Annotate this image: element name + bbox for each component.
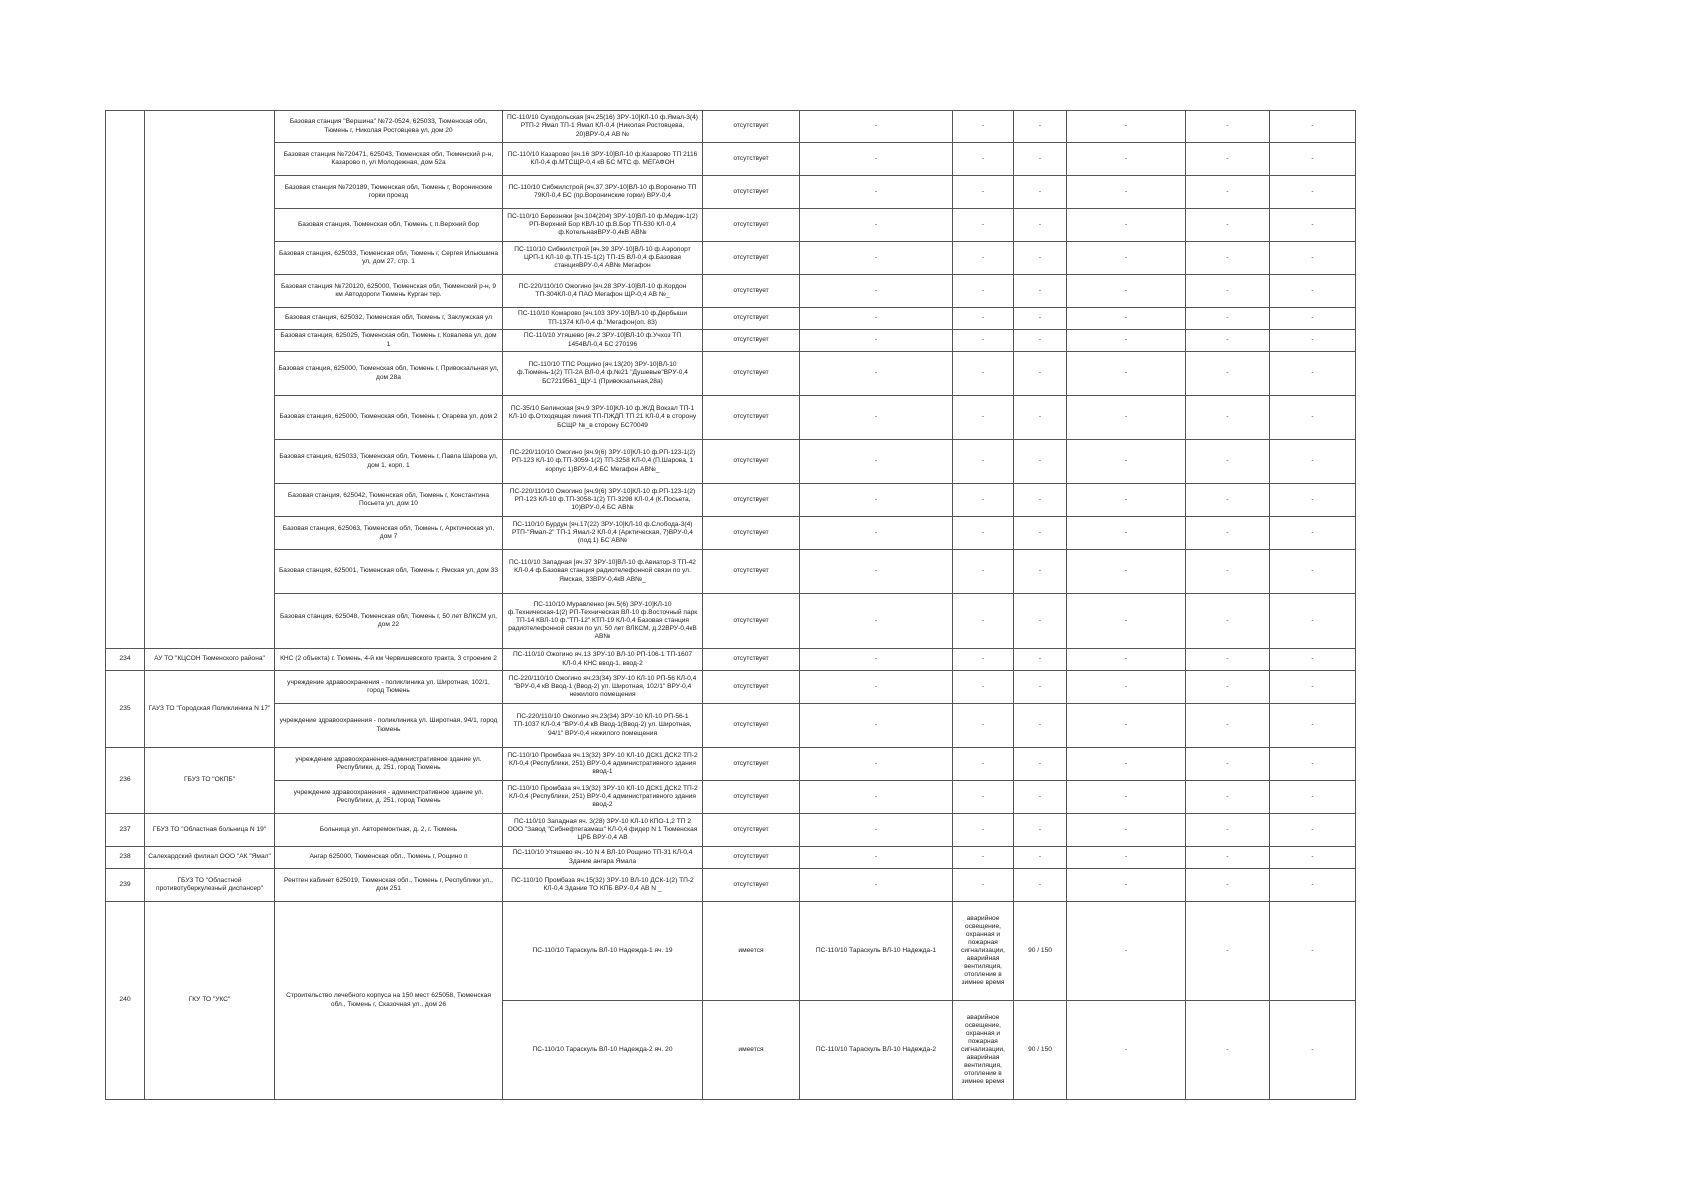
row-number-cell: 236 (106, 748, 145, 814)
value-cell: - (1014, 869, 1067, 902)
table-row (106, 814, 1356, 847)
emergency-load-cell: аварийное освещение, охранная и пожарная сигнализации, аварийная вентиляция, отопление в зимнее время (953, 1001, 1014, 1100)
capacity-cell: 90 / 150 (1014, 902, 1067, 1001)
status-cell: отсутствует (703, 781, 800, 814)
value-cell: - (1270, 242, 1356, 275)
value-cell: - (800, 649, 953, 671)
value-cell: - (1186, 748, 1270, 781)
value-cell: - (1186, 484, 1270, 517)
object-cell: Больница ул. Авторемонтная, д. 2, г. Тюмень (275, 814, 503, 847)
value-cell: - (1186, 330, 1270, 352)
power-center-cell: ПС-110/10 Западная яч. 3(28) ЗРУ-10 КЛ-10 КПО-1,2 ТП 2 ООО "Завод "Сибнефтегазмаш" КЛ-0,4 фидер N 1 Тюменская ЦРБ ВРУ-0,4 АВ (503, 814, 703, 847)
object-cell: Базовая станция, 625000, Тюменская обл, Тюмень г, Огарева ул, дом 2 (275, 396, 503, 440)
power-center-cell: ПС-110/10 Сибжилстрой [яч.39 ЗРУ-10]ВЛ-10 ф.Аэропорт ЦРП-1 КЛ-10 ф.ТП-15-1(2) ТП-15 ВЛ-0,4 ф.Базовая станцияВРУ-0,4 АВ№ Мегафон (503, 242, 703, 275)
value-cell: - (1186, 847, 1270, 869)
table-row (106, 143, 1356, 176)
status-cell: отсутствует (703, 440, 800, 484)
organization-cell: ГБУЗ ТО "Областная больница N 19" (145, 814, 275, 847)
table-row (106, 440, 1356, 484)
power-center-cell: ПС-220/110/10 Ожогино яч.23(34) ЗРУ-10 КЛ-10 РП-56-1 ТП-1037 КЛ-0,4 "ВРУ-0,4 кВ Ввод-1(Ввод-2) ул. Широтная, 94/1" ВРУ-0,4 нежилого помещения (503, 704, 703, 748)
status-cell: отсутствует (703, 671, 800, 704)
value-cell: - (1067, 275, 1186, 308)
table-row (106, 649, 1356, 671)
value-cell: - (800, 517, 953, 550)
status-cell: отсутствует (703, 242, 800, 275)
value-cell: - (953, 275, 1014, 308)
status-cell: имеется (703, 902, 800, 1001)
status-cell: имеется (703, 1001, 800, 1100)
row-number-cell (106, 111, 145, 649)
row-number-cell: 238 (106, 847, 145, 869)
value-cell: - (1186, 111, 1270, 143)
power-center-cell: ПС-110/10 Тараскуль ВЛ-10 Надежда-2 яч. 20 (503, 1001, 703, 1100)
value-cell: - (1270, 671, 1356, 704)
status-cell: отсутствует (703, 704, 800, 748)
value-cell: - (1067, 517, 1186, 550)
status-cell: отсутствует (703, 352, 800, 396)
object-cell: Ангар 625000, Тюменская обл., Тюмень г, Рощино п (275, 847, 503, 869)
value-cell: - (800, 275, 953, 308)
value-cell: - (1186, 143, 1270, 176)
row-number-cell: 234 (106, 649, 145, 671)
value-cell: - (1186, 440, 1270, 484)
value-cell: - (800, 781, 953, 814)
value-cell: - (1270, 143, 1356, 176)
value-cell: - (1270, 550, 1356, 594)
feed-line-cell: ПС-110/10 Тараскуль ВЛ-10 Надежда-1 (800, 902, 953, 1001)
value-cell: - (800, 330, 953, 352)
table-row (106, 869, 1356, 902)
table-row (106, 176, 1356, 209)
value-cell: - (800, 550, 953, 594)
table-row (106, 484, 1356, 517)
organization-cell: Салехардский филиал ООО "АК "Ямал" (145, 847, 275, 869)
value-cell: - (953, 308, 1014, 330)
power-center-cell: ПС-110/10 Промбаза яч.15(32) ЗРУ-10 ВЛ-10 ДСК-1(2) ТП-2 КЛ-0,4 Здание ТО КПБ ВРУ-0,4 АВ N _ (503, 869, 703, 902)
value-cell: - (1186, 781, 1270, 814)
value-cell: - (1186, 176, 1270, 209)
value-cell: - (1270, 781, 1356, 814)
power-center-cell: ПС-110/10 Суходольская [яч.25(16) ЗРУ-10]КЛ-10 ф.Ямал-3(4) РТП-2 Ямал ТП-1 Ямал КЛ-0,4 (Николая Ростовцева, 20)ВРУ-0,4 АВ № (503, 111, 703, 143)
power-center-cell: ПС-110/10 Бурдун [яч.17(22) ЗРУ-10]КЛ-10 ф.Слобода-3(4) РТП-"Ямал-2" ТП-1 Ямал-2 КЛ-0,4 (Арктическая, 7)ВРУ-0,4 (под.1) БС АВ№ (503, 517, 703, 550)
power-center-cell: ПС-220/110/10 Ожогино яч.23(34) ЗРУ-10 КЛ-10 РП-56 КЛ-0,4 "ВРУ-0,4 кВ Ввод-1 (Ввод-2) ул. Широтная, 102/1" ВРУ-0,4 нежилого помещения (503, 671, 703, 704)
value-cell: - (953, 748, 1014, 781)
status-cell: отсутствует (703, 143, 800, 176)
value-cell: - (1014, 440, 1067, 484)
power-center-cell: ПС-220/110/10 Ожогино [яч.28 ЗРУ-10]ВЛ-10 ф.Кордон ТП-304КЛ-0,4 ПАО Мегафон ЩР-0,4 АВ №_ (503, 275, 703, 308)
power-center-cell: ПС-220/110/10 Ожогино [яч.9(6) ЗРУ-10]КЛ-10 ф.РП-123-1(2) РП-123 КЛ-10 ф.ТП-3058-1(2) ТП-3298 КЛ-0,4 (К.Посьета, 10)ВРУ-0,4 БС АВ№ (503, 484, 703, 517)
table-row (106, 242, 1356, 275)
value-cell: - (1270, 748, 1356, 781)
value-cell: - (800, 111, 953, 143)
value-cell: - (1014, 242, 1067, 275)
value-cell: - (1014, 847, 1067, 869)
value-cell: - (953, 352, 1014, 396)
object-cell: учреждение здравоохранения - поликлиника ул. Широтная, 94/1, город Тюмень (275, 704, 503, 748)
registry-table (105, 110, 1356, 1100)
organization-cell: ГБУЗ ТО "Областной противотуберкулезный диспансер" (145, 869, 275, 902)
value-cell: - (1186, 649, 1270, 671)
table-row (106, 902, 1356, 1001)
table-row (106, 308, 1356, 330)
value-cell: - (1014, 550, 1067, 594)
value-cell: - (1014, 330, 1067, 352)
value-cell: - (1270, 176, 1356, 209)
status-cell: отсутствует (703, 550, 800, 594)
power-center-cell: ПС-110/10 Казарово [яч.16 ЗРУ-10]ВЛ-10 ф.Казарово ТП 2116 КЛ-0,4 ф.МТСЩР-0,4 кВ БС МТС ф. МЕГАФОН (503, 143, 703, 176)
value-cell: - (1067, 704, 1186, 748)
value-cell: - (1270, 352, 1356, 396)
value-cell: - (1067, 550, 1186, 594)
value-cell: - (1270, 814, 1356, 847)
object-cell: Базовая станция, 625000, Тюменская обл, Тюмень г, Привокзальная ул, дом 28а (275, 352, 503, 396)
value-cell: - (1270, 902, 1356, 1001)
table-row (106, 671, 1356, 704)
value-cell: - (1014, 352, 1067, 396)
value-cell: - (1014, 517, 1067, 550)
value-cell: - (953, 330, 1014, 352)
object-cell: Базовая станция №720120, 625000, Тюменская обл, Тюменский р-н, 9 км Автодороги Тюмень Курган тер. (275, 275, 503, 308)
value-cell: - (1014, 176, 1067, 209)
value-cell: - (953, 440, 1014, 484)
status-cell: отсутствует (703, 111, 800, 143)
value-cell: - (1186, 902, 1270, 1001)
value-cell: - (1067, 176, 1186, 209)
object-cell: Базовая станция, 625033, Тюменская обл, Тюмень г, Сергея Ильюшина ул, дом 27, стр. 1 (275, 242, 503, 275)
object-cell: учреждение здравоохранения-административное здание ул. Республики, д. 251, город Тюмень (275, 748, 503, 781)
object-cell: Базовая станция, 625063, Тюменская обл, Тюмень г, Арктическая ул, дом 7 (275, 517, 503, 550)
value-cell: - (953, 550, 1014, 594)
value-cell: - (1067, 440, 1186, 484)
value-cell: - (1014, 143, 1067, 176)
value-cell: - (953, 209, 1014, 242)
value-cell: - (953, 517, 1014, 550)
power-center-cell: ПС-110/10 Тараскуль ВЛ-10 Надежда-1 яч. 19 (503, 902, 703, 1001)
feed-line-cell: ПС-110/10 Тараскуль ВЛ-10 Надежда-2 (800, 1001, 953, 1100)
object-cell: Базовая станция №720189, Тюменская обл, Тюмень г, Воронинские горки проезд (275, 176, 503, 209)
value-cell: - (1067, 748, 1186, 781)
value-cell: - (1270, 440, 1356, 484)
value-cell: - (953, 649, 1014, 671)
value-cell: - (1270, 704, 1356, 748)
object-cell: Базовая станция, 625032, Тюменская обл, Тюмень г, Заклужская ул (275, 308, 503, 330)
value-cell: - (953, 176, 1014, 209)
value-cell: - (953, 781, 1014, 814)
value-cell: - (1270, 308, 1356, 330)
value-cell: - (1014, 308, 1067, 330)
organization-cell: ГКУ ТО "УКС" (145, 902, 275, 1100)
value-cell: - (953, 847, 1014, 869)
value-cell: - (1067, 242, 1186, 275)
power-center-cell: ПС-110/10 Промбаза яч.13(32) ЗРУ-10 КЛ-10 ДСК1 ДСК2 ТП-2 КЛ-0,4 (Республики, 251) ВРУ-0,4 административного здания ввод-2 (503, 781, 703, 814)
value-cell: - (800, 594, 953, 649)
value-cell: - (1186, 396, 1270, 440)
status-cell: отсутствует (703, 209, 800, 242)
table-row (106, 781, 1356, 814)
value-cell: - (1270, 594, 1356, 649)
value-cell: - (1067, 396, 1186, 440)
value-cell: - (1067, 1001, 1186, 1100)
status-cell: отсутствует (703, 869, 800, 902)
value-cell: - (1014, 649, 1067, 671)
status-cell: отсутствует (703, 396, 800, 440)
value-cell: - (800, 143, 953, 176)
value-cell: - (800, 748, 953, 781)
organization-cell (145, 111, 275, 649)
value-cell: - (800, 671, 953, 704)
organization-cell: АУ ТО "КЦСОН Тюменского района" (145, 649, 275, 671)
value-cell: - (1186, 308, 1270, 330)
status-cell: отсутствует (703, 275, 800, 308)
value-cell: - (1270, 484, 1356, 517)
value-cell: - (1014, 781, 1067, 814)
value-cell: - (1186, 352, 1270, 396)
value-cell: - (1067, 781, 1186, 814)
object-cell: Базовая станция "Вершина" №72-0524, 625033, Тюменская обл, Тюмень г, Николая Ростовцева ул, дом 20 (275, 111, 503, 143)
value-cell: - (800, 814, 953, 847)
value-cell: - (1270, 847, 1356, 869)
value-cell: - (1186, 242, 1270, 275)
value-cell: - (1270, 1001, 1356, 1100)
value-cell: - (1067, 594, 1186, 649)
value-cell: - (1186, 594, 1270, 649)
value-cell: - (953, 814, 1014, 847)
power-center-cell: ПС-110/10 Ожогино яч.13 ЗРУ-10 ВЛ-10 РП-106-1 ТП-1607 КЛ-0,4 КНС ввод-1, ввод-2 (503, 649, 703, 671)
value-cell: - (800, 352, 953, 396)
value-cell: - (800, 704, 953, 748)
object-cell: Базовая станция №720471, 625043, Тюменская обл, Тюменский р-н, Казарово п, ул Молодежная, дом 52а (275, 143, 503, 176)
value-cell: - (1014, 671, 1067, 704)
capacity-cell: 90 / 150 (1014, 1001, 1067, 1100)
value-cell: - (1270, 209, 1356, 242)
value-cell: - (1067, 847, 1186, 869)
value-cell: - (953, 143, 1014, 176)
value-cell: - (1067, 111, 1186, 143)
value-cell: - (1014, 111, 1067, 143)
value-cell: - (1067, 308, 1186, 330)
value-cell: - (953, 484, 1014, 517)
object-cell: учреждение здравоохранения - поликлиника ул. Широтная, 102/1, город Тюмень (275, 671, 503, 704)
table-row (106, 352, 1356, 396)
value-cell: - (953, 869, 1014, 902)
power-center-cell: ПС-110/10 Сибжилстрой [яч.37 ЗРУ-10]ВЛ-10 ф.Воронино ТП 79КЛ-0,4 БС (пр.Воронинские горки) ВРУ-0,4 (503, 176, 703, 209)
power-center-cell: ПС-110/10 ТПС Рощино [яч.13(20) ЗРУ-10]ВЛ-10 ф.Тюмень-1(2) ТП-2А ВЛ-0,4 ф.№21 "Душевые"ВРУ-0,4 БС7219561_ЩУ-1 (Привокзальная,28а) (503, 352, 703, 396)
object-cell: Рентген кабинет 625019, Тюменская обл., Тюмень г, Республики ул., дом 251 (275, 869, 503, 902)
value-cell: - (1186, 869, 1270, 902)
value-cell: - (800, 242, 953, 275)
status-cell: отсутствует (703, 847, 800, 869)
value-cell: - (800, 440, 953, 484)
status-cell: отсутствует (703, 330, 800, 352)
value-cell: - (1067, 649, 1186, 671)
object-cell: Строительство лечебного корпуса на 150 мест 625058, Тюменская обл., Тюмень г, Сказочная ул., дом 26 (275, 902, 503, 1100)
object-cell: Базовая станция, 625048, Тюменская обл, Тюмень г, 50 лет ВЛКСМ ул, дом 22 (275, 594, 503, 649)
value-cell: - (800, 484, 953, 517)
value-cell: - (800, 209, 953, 242)
status-cell: отсутствует (703, 484, 800, 517)
row-number-cell: 239 (106, 869, 145, 902)
value-cell: - (1186, 550, 1270, 594)
power-center-cell: ПС-110/10 Западная [яч.37 ЗРУ-10]ВЛ-10 ф.Авиатор-3 ТП-42 КЛ-0,4 ф.Базовая станция радиотелефонной связи по ул. Ямская, 33ВРУ-0,4кВ АВ№_ (503, 550, 703, 594)
value-cell: - (1067, 209, 1186, 242)
value-cell: - (1270, 869, 1356, 902)
power-center-cell: ПС-110/10 Утяшево яч.-10 N 4 ВЛ-10 Рощино ТП-31 КЛ-0,4 Здание ангара Ямала (503, 847, 703, 869)
value-cell: - (1067, 869, 1186, 902)
power-center-cell: ПС-35/10 Белинская [яч.9 ЗРУ-10]КЛ-10 ф.Ж/Д Вокзал ТП-1 КЛ-10 ф.Отходящая линия ТП-ПЖДП ТП 21 КЛ-0,4 в сторону БСЩР №_в сторону БС70049 (503, 396, 703, 440)
value-cell: - (1014, 704, 1067, 748)
value-cell: - (800, 308, 953, 330)
value-cell: - (1186, 275, 1270, 308)
value-cell: - (1014, 484, 1067, 517)
table-row (106, 396, 1356, 440)
object-cell: КНС (2 объекта) г. Тюмень, 4-й км Червишевского тракта, 3 строение 2 (275, 649, 503, 671)
value-cell: - (1014, 275, 1067, 308)
value-cell: - (1270, 330, 1356, 352)
value-cell: - (1186, 704, 1270, 748)
table-row (106, 550, 1356, 594)
value-cell: - (1067, 671, 1186, 704)
status-cell: отсутствует (703, 748, 800, 781)
table-row (106, 594, 1356, 649)
row-number-cell: 240 (106, 902, 145, 1100)
table-row (106, 330, 1356, 352)
value-cell: - (1067, 484, 1186, 517)
value-cell: - (1067, 902, 1186, 1001)
status-cell: отсутствует (703, 308, 800, 330)
power-center-cell: ПС-110/10 Муравленко [яч.5(6) ЗРУ-10]КЛ-10 ф.Техническая-1(2) РП-Техническая ВЛ-10 ф.Восточный парк ТП-14 КВЛ-10 ф."ТП-12" КТП-19 КЛ-0,4 Базовая станция радиотелефонной связи по ул. 50 лет ВЛКСМ, д.22ВРУ-0,4кВ АВ№ (503, 594, 703, 649)
value-cell: - (1014, 748, 1067, 781)
value-cell: - (1270, 649, 1356, 671)
value-cell: - (1186, 671, 1270, 704)
value-cell: - (953, 704, 1014, 748)
power-center-cell: ПС-220/110/10 Ожогино [яч.9(6) ЗРУ-10]КЛ-10 ф.РП-123-1(2) РП-123 КЛ-10 ф.ТП-3059-1(2) ТП-3258 КЛ-0,4 (П.Шарова, 1 корпус 1)ВРУ-0,4 БС Мегафон АВ№_ (503, 440, 703, 484)
value-cell: - (953, 594, 1014, 649)
value-cell: - (1270, 396, 1356, 440)
table-row (106, 209, 1356, 242)
value-cell: - (800, 869, 953, 902)
power-center-cell: ПС-110/10 Утяшево [яч.2 ЗРУ-10]ВЛ-10 ф.Учхоз ТП 1454ВЛ-0,4 БС 270196 (503, 330, 703, 352)
status-cell: отсутствует (703, 649, 800, 671)
row-number-cell: 237 (106, 814, 145, 847)
table-row (106, 517, 1356, 550)
status-cell: отсутствует (703, 176, 800, 209)
value-cell: - (1186, 517, 1270, 550)
object-cell: Базовая станция, Тюменская обл, Тюмень г, п.Верхний бор (275, 209, 503, 242)
value-cell: - (1067, 814, 1186, 847)
organization-cell: ГБУЗ ТО "ОКПБ" (145, 748, 275, 814)
table-row (106, 847, 1356, 869)
object-cell: Базовая станция, 625025, Тюменская обл, Тюмень г, Ковалева ул, дом 1 (275, 330, 503, 352)
object-cell: учреждение здравоохранения - административное здание ул. Республики, д. 251, город Тюмень (275, 781, 503, 814)
status-cell: отсутствует (703, 594, 800, 649)
row-number-cell: 235 (106, 671, 145, 748)
value-cell: - (1270, 111, 1356, 143)
value-cell: - (1186, 209, 1270, 242)
power-center-cell: ПС-110/10 Березняки [яч.104(204) ЗРУ-10]ВЛ-10 ф.Медик-1(2) РП-Верхний Бор КВЛ-10 ф.В.Бор ТП-530 КЛ-0,4 ф.КотельнаяВРУ-0,4кВ АВ№ (503, 209, 703, 242)
value-cell: - (1014, 594, 1067, 649)
table-row (106, 275, 1356, 308)
status-cell: отсутствует (703, 517, 800, 550)
table-row (106, 111, 1356, 143)
value-cell: - (953, 111, 1014, 143)
value-cell: - (1014, 396, 1067, 440)
value-cell: - (953, 671, 1014, 704)
status-cell: отсутствует (703, 814, 800, 847)
value-cell: - (953, 396, 1014, 440)
value-cell: - (1014, 209, 1067, 242)
value-cell: - (1270, 517, 1356, 550)
organization-cell: ГАУЗ ТО "Городская Поликлиника N 17" (145, 671, 275, 748)
table-row (106, 748, 1356, 781)
object-cell: Базовая станция, 625001, Тюменская обл, Тюмень г, Ямская ул, дом 33 (275, 550, 503, 594)
power-center-cell: ПС-110/10 Промбаза яч.13(32) ЗРУ-10 КЛ-10 ДСК1 ДСК2 ТП-2 КЛ-0,4 (Республики, 251) ВРУ-0,4 административного здания ввод-1 (503, 748, 703, 781)
value-cell: - (1186, 1001, 1270, 1100)
value-cell: - (800, 847, 953, 869)
power-center-cell: ПС-110/10 Комарово [яч.103 ЗРУ-10]ВЛ-10 ф.Дербыши ТП-1374 КЛ-0,4 ф."Мегафон(оп. 83) (503, 308, 703, 330)
value-cell: - (1014, 814, 1067, 847)
table-row (106, 704, 1356, 748)
value-cell: - (800, 176, 953, 209)
emergency-load-cell: аварийное освещение, охранная и пожарная сигнализации, аварийная вентиляция, отопление в зимнее время (953, 902, 1014, 1001)
object-cell: Базовая станция, 625033, Тюменская обл, Тюмень г, Павла Шарова ул, дом 1, корп. 1 (275, 440, 503, 484)
value-cell: - (1186, 814, 1270, 847)
value-cell: - (1067, 143, 1186, 176)
value-cell: - (953, 242, 1014, 275)
value-cell: - (1270, 275, 1356, 308)
object-cell: Базовая станция, 625042, Тюменская обл, Тюмень г, Константина Посьета ул, дом 10 (275, 484, 503, 517)
value-cell: - (1067, 352, 1186, 396)
value-cell: - (800, 396, 953, 440)
registry-sheet (105, 110, 1355, 1100)
value-cell: - (1067, 330, 1186, 352)
